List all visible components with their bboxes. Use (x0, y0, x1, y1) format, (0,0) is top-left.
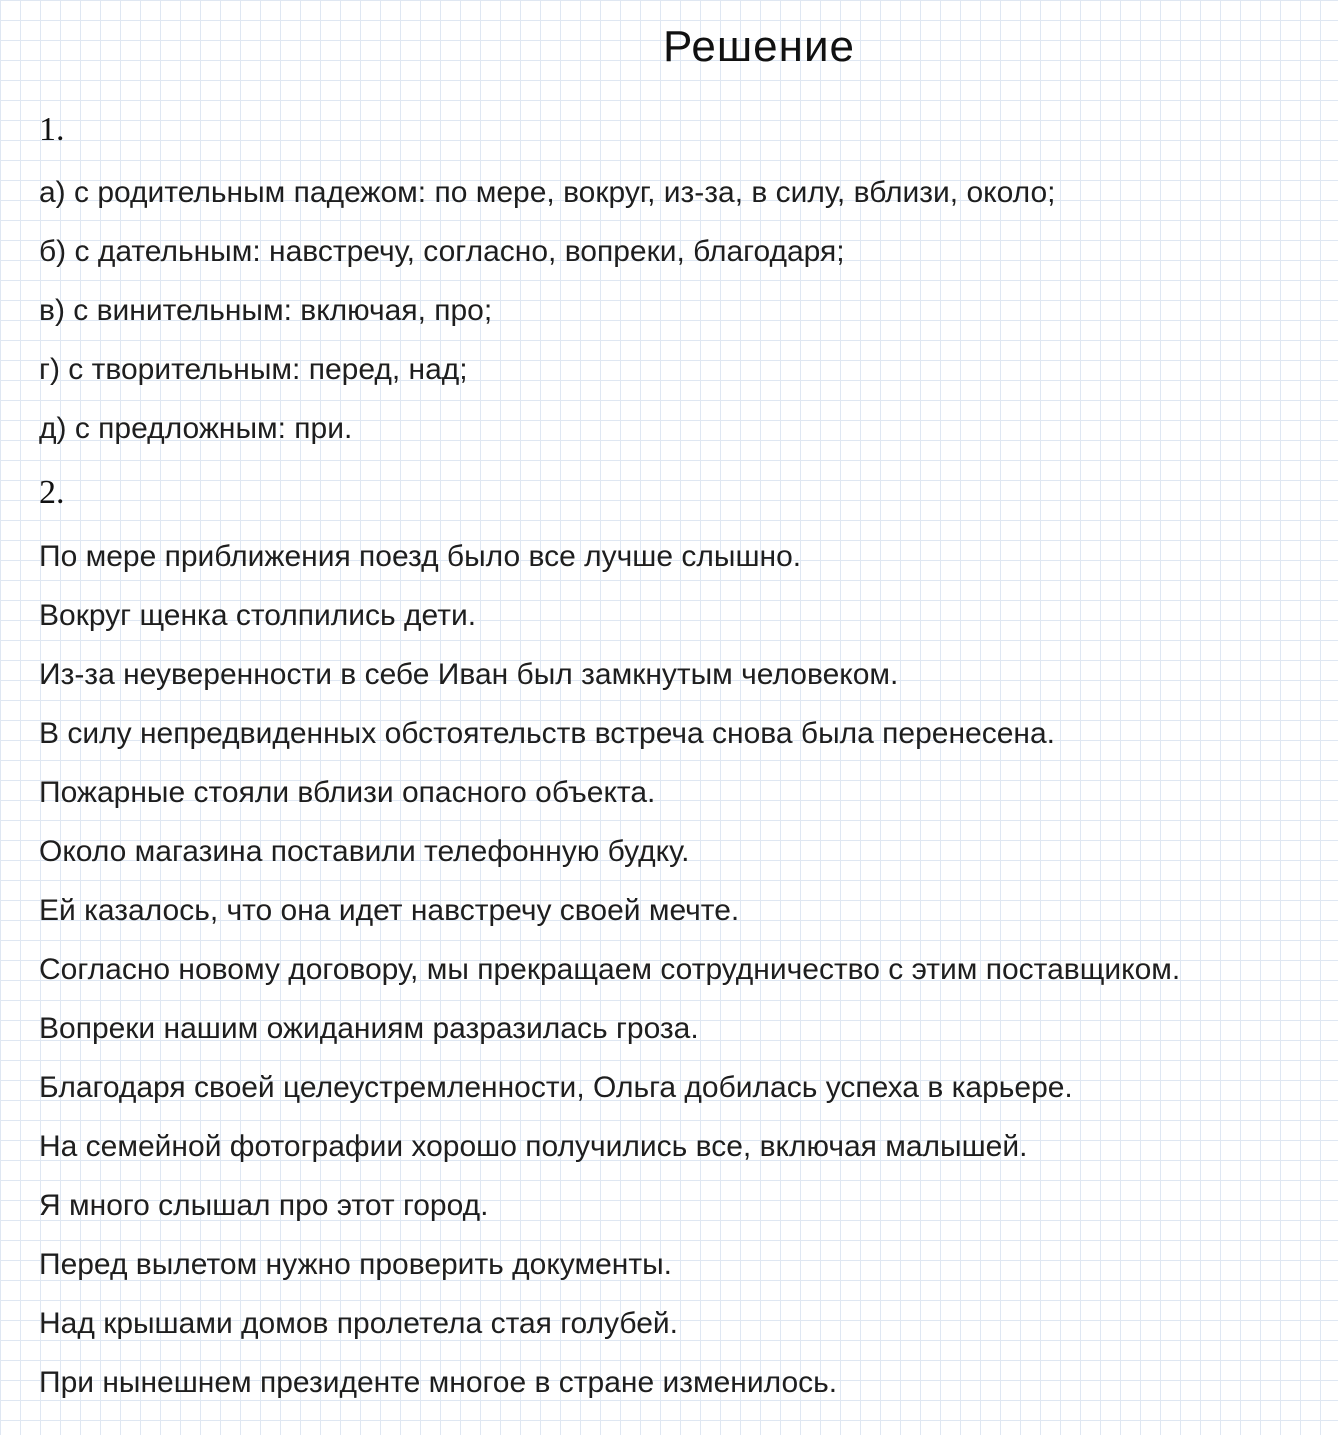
sentence-line: На семейной фотографии хорошо получились все, включая малышей. (39, 1130, 1028, 1163)
section-1-line: б) с дательным: навстречу, согласно, вопреки, благодаря; (39, 235, 845, 268)
sentence-line: Ей казалось, что она идет навстречу своей мечте. (39, 894, 740, 927)
sentence-line: Перед вылетом нужно проверить документы. (39, 1248, 672, 1281)
section-2-number: 2. (39, 474, 65, 511)
page-title: Решение (662, 22, 855, 71)
section-1-line: в) с винительным: включая, про; (39, 294, 493, 327)
sentence-line: Пожарные стояли вблизи опасного объекта. (39, 776, 656, 809)
sentence-line: Около магазина поставили телефонную будку. (39, 835, 690, 868)
section-1-number: 1. (39, 111, 65, 148)
section-1-line: г) с творительным: перед, над; (39, 353, 468, 386)
section-1-line: д) с предложным: при. (39, 412, 353, 445)
sentence-line: По мере приближения поезд было все лучше слышно. (39, 540, 802, 573)
section-1-line: а) с родительным падежом: по мере, вокруг, из-за, в силу, вблизи, около; (39, 176, 1056, 209)
sentence-line: Над крышами домов пролетела стая голубей. (39, 1307, 679, 1340)
sentence-line: Я много слышал про этот город. (39, 1189, 489, 1222)
sentence-line: В силу непредвиденных обстоятельств встреча снова была перенесена. (39, 717, 1056, 750)
sentence-line: Вопреки нашим ожиданиям разразилась гроза. (39, 1012, 699, 1045)
sentence-line: Из-за неуверенности в себе Иван был замкнутым человеком. (39, 658, 899, 691)
sentence-line: Благодаря своей целеустремленности, Ольга добилась успеха в карьере. (39, 1071, 1073, 1104)
sentence-line: Вокруг щенка столпились дети. (39, 599, 477, 632)
sentence-line: Согласно новому договору, мы прекращаем сотрудничество с этим поставщиком. (39, 953, 1181, 986)
sentence-line: При нынешнем президенте многое в стране изменилось. (39, 1366, 838, 1399)
